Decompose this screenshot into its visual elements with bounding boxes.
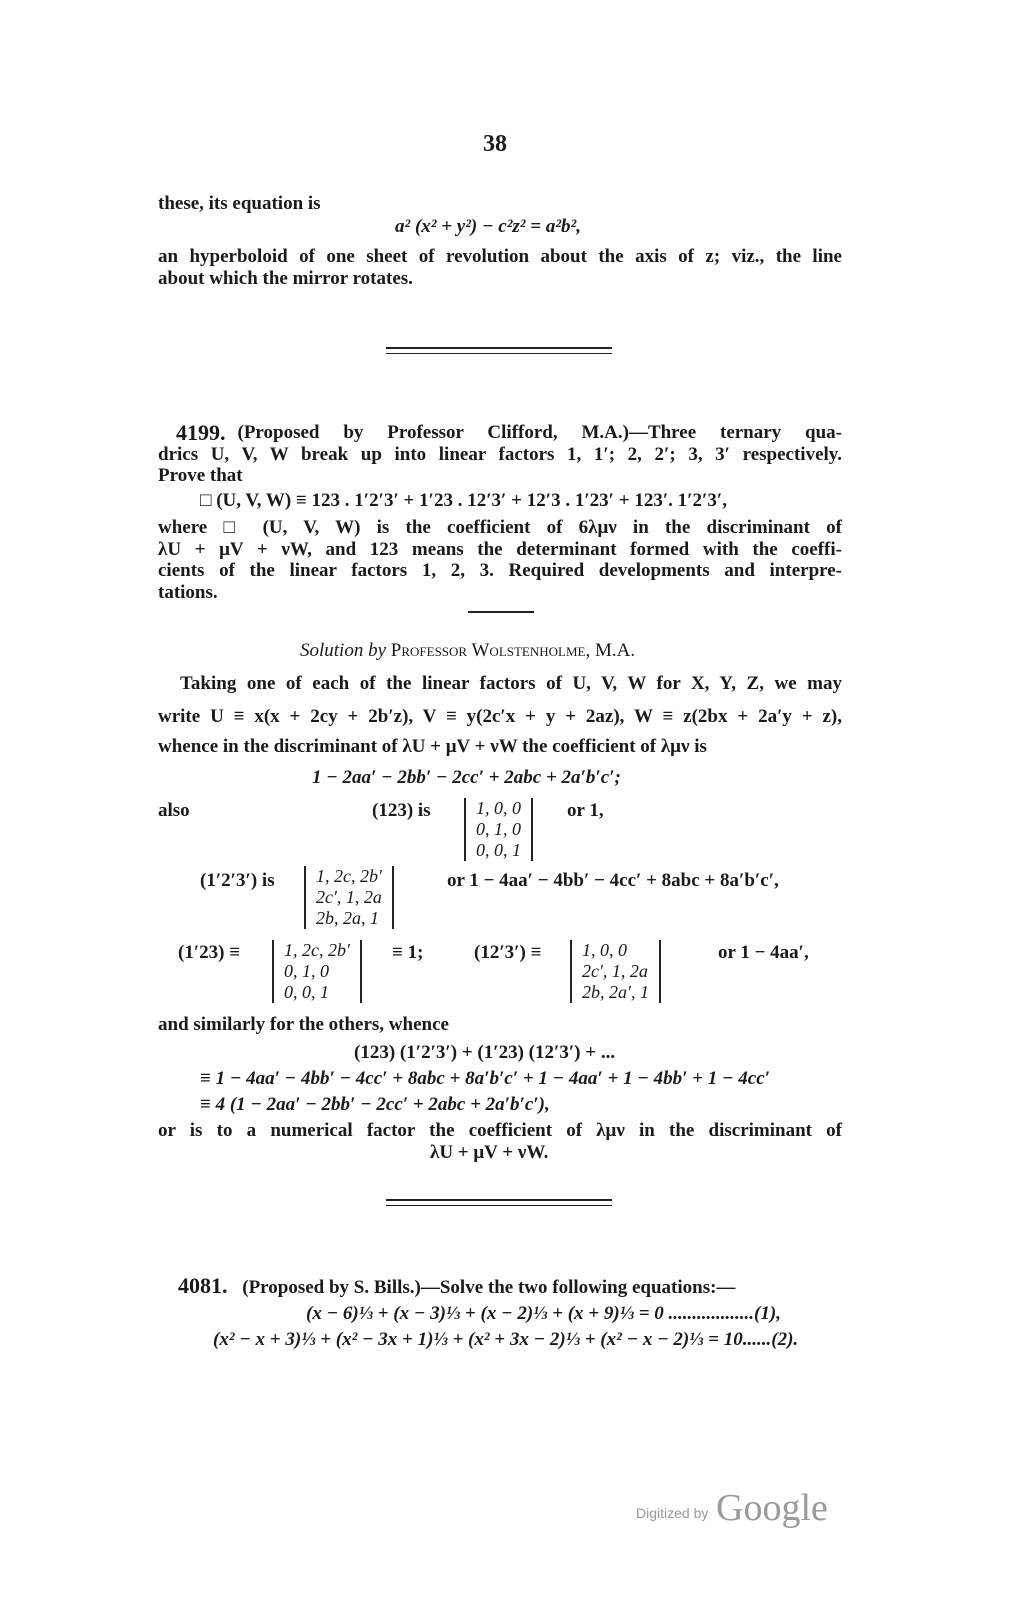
question-4199-line-5: λU + μV + νW, and 123 means the determinant formed with the coeffi- bbox=[158, 539, 842, 560]
solution-line-4: and similarly for the others, whence bbox=[158, 1014, 449, 1035]
matrix-row: 2c′, 1, 2a bbox=[316, 887, 382, 907]
intro-line-3: about which the mirror rotates. bbox=[158, 268, 413, 289]
intro-equation: a² (x² + y²) − c²z² = a²b², bbox=[395, 216, 581, 237]
question-4199-line-7: tations. bbox=[158, 582, 218, 603]
question-4199-line-6: cients of the linear factors 1, 2, 3. Required developments and interpre- bbox=[158, 560, 842, 581]
question-number: 4199. bbox=[176, 420, 226, 445]
det-123-tail: or 1, bbox=[567, 800, 604, 821]
also-label: also bbox=[158, 800, 190, 821]
matrix-row: 1, 2c, 2b′ bbox=[284, 940, 350, 960]
question-4199-line-2: drics U, V, W break up into linear factors 1, 1′; 2, 2′; 3, 3′ respectively. bbox=[158, 444, 842, 465]
matrix bbox=[464, 798, 533, 861]
det-12p3p bbox=[570, 940, 661, 1003]
det-12p3p-tail: or 1 − 4aa′, bbox=[718, 942, 809, 963]
det-123 bbox=[464, 798, 533, 861]
det-1p23-label: (1′23) ≡ bbox=[178, 942, 241, 963]
solution-line-6: λU + μV + νW. bbox=[430, 1142, 549, 1163]
short-divider bbox=[468, 611, 534, 613]
google-logo: Google bbox=[716, 1487, 828, 1529]
solution-equation-1: 1 − 2aa′ − 2bb′ − 2cc′ + 2abc + 2a′b′c′; bbox=[312, 767, 621, 788]
question-line: (Proposed by Professor Clifford, M.A.)—Three ternary qua- bbox=[237, 422, 842, 443]
det-12p3p-label: (12′3′) ≡ bbox=[474, 942, 542, 963]
matrix-row: 1, 0, 0 bbox=[582, 940, 627, 960]
matrix-row: 2b, 2a′, 1 bbox=[582, 982, 649, 1002]
question-4081-equation-2: (x² − x + 3)⅓ + (x² − 3x + 1)⅓ + (x² + 3x − 2)⅓ + (x² − x − 2)⅓ = 10......(2). bbox=[213, 1329, 799, 1350]
matrix bbox=[570, 940, 661, 1003]
matrix-row: 2b, 2a, 1 bbox=[316, 908, 379, 928]
question-number: 4081. bbox=[178, 1273, 228, 1298]
matrix-row: 0, 1, 0 bbox=[284, 961, 329, 981]
solution-heading-italic: Solution by bbox=[300, 640, 387, 661]
question-4081-equation-1: (x − 6)⅓ + (x − 3)⅓ + (x − 2)⅓ + (x + 9)⅓ = 0 ..................(1), bbox=[306, 1303, 781, 1324]
question-line: (Proposed by S. Bills.)—Solve the two following equations:— bbox=[242, 1277, 736, 1298]
question-4199 bbox=[176, 422, 842, 444]
det-1p23 bbox=[272, 940, 362, 1003]
solution-line-1: Taking one of each of the linear factors of U, V, W for X, Y, Z, we may bbox=[180, 673, 842, 694]
section-divider bbox=[386, 347, 612, 349]
section-divider-thin bbox=[386, 353, 612, 354]
solution-line-2: write U ≡ x(x + 2cy + 2b′z), V ≡ y(2c′x + y + 2az), W ≡ z(2bx + 2a′y + z), bbox=[158, 706, 842, 727]
page-number: 38 bbox=[483, 131, 507, 157]
solution-equation-2: (123) (1′2′3′) + (1′23) (12′3′) + ... bbox=[354, 1042, 616, 1063]
matrix bbox=[272, 940, 362, 1003]
intro-line-2: an hyperboloid of one sheet of revolution about the axis of z; viz., the line bbox=[158, 246, 842, 267]
matrix-row: 0, 0, 1 bbox=[284, 982, 329, 1002]
matrix-row: 0, 1, 0 bbox=[476, 819, 521, 839]
question-4199-line-4: where □ (U, V, W) is the coefficient of 6λμν in the discriminant of bbox=[158, 517, 842, 538]
solution-line-3: whence in the discriminant of λU + μV + νW the coefficient of λμν is bbox=[158, 736, 707, 757]
intro-line-1: these, its equation is bbox=[158, 193, 321, 214]
solution-heading bbox=[300, 640, 635, 662]
section-divider-thin bbox=[386, 1205, 612, 1206]
solution-line-5: or is to a numerical factor the coefficient of λμν in the discriminant of bbox=[158, 1120, 842, 1141]
section-divider bbox=[386, 1199, 612, 1201]
det-1p2p3p bbox=[304, 866, 394, 929]
matrix bbox=[304, 866, 394, 929]
solution-equation-4: ≡ 4 (1 − 2aa′ − 2bb′ − 2cc′ + 2abc + 2a′b′c′), bbox=[200, 1094, 550, 1115]
question-4199-line-3: Prove that bbox=[158, 465, 243, 486]
matrix-row: 2c′, 1, 2a bbox=[582, 961, 648, 981]
solution-equation-3: ≡ 1 − 4aa′ − 4bb′ − 4cc′ + 8abc + 8a′b′c′ + 1 − 4aa′ + 1 − 4bb′ + 1 − 4cc′ bbox=[200, 1068, 770, 1089]
det-1p2p3p-label: (1′2′3′) is bbox=[200, 870, 275, 891]
question-4199-equation: □ (U, V, W) ≡ 123 . 1′2′3′ + 1′23 . 12′3′ + 12′3 . 1′23′ + 123′. 1′2′3′, bbox=[200, 490, 727, 511]
matrix-row: 1, 0, 0 bbox=[476, 798, 521, 818]
question-4081 bbox=[178, 1275, 842, 1299]
det-123-label: (123) is bbox=[372, 800, 431, 821]
det-1p23-tail: ≡ 1; bbox=[392, 942, 424, 963]
matrix-row: 0, 0, 1 bbox=[476, 840, 521, 860]
solution-heading-author: Professor Wolstenholme, M.A. bbox=[390, 640, 636, 661]
watermark-prefix: Digitized by bbox=[636, 1505, 709, 1521]
det-1p2p3p-tail: or 1 − 4aa′ − 4bb′ − 4cc′ + 8abc + 8a′b′c′, bbox=[447, 870, 779, 891]
matrix-row: 1, 2c, 2b′ bbox=[316, 866, 382, 886]
